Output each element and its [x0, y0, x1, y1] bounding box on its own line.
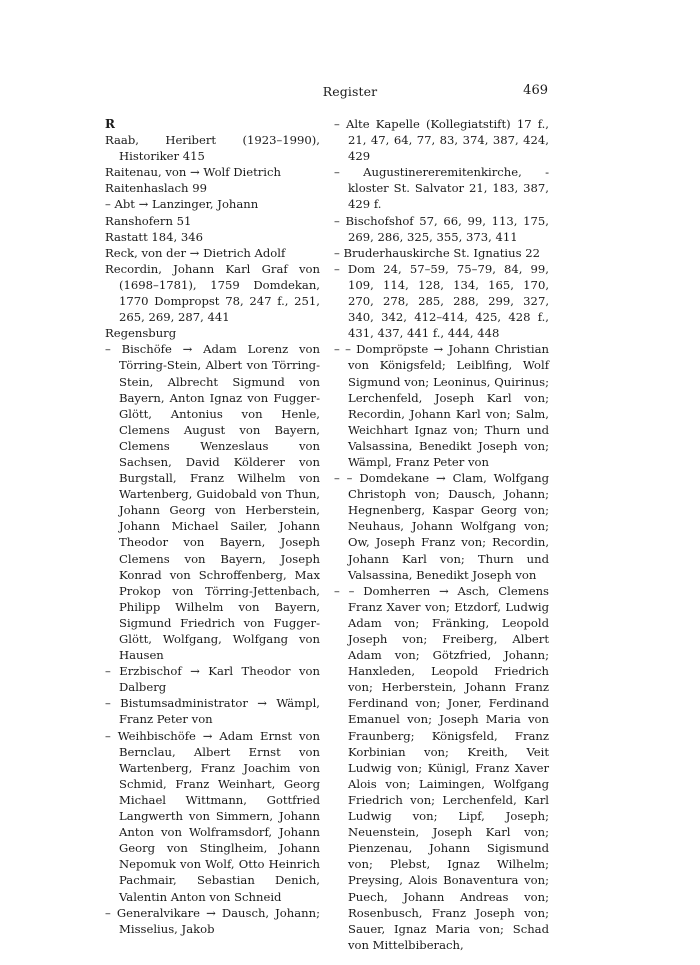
index-entry: Recordin, Johann Karl Graf von (1698–1781), 1759 Domdekan, 1770 Dompropst 78, 247 f., 251, 265, 269, 287, 441: [105, 261, 320, 325]
index-subentry: – Bistumsadministrator → Wämpl, Franz Peter von: [105, 696, 320, 727]
index-subentry: – Weihbischöfe → Adam Ernst von Bernclau, Albert Ernst von Wartenberg, Franz Joachim von Schmid, Franz Weinhart, Georg Michael Wittmann, Gottfried Langwerth von Simmern, Johann Anton von Wolframsdorf, Johann Georg von Stinglheim, Johann Nepomuk von Wolf, Otto Heinrich Pachmair, Sebastian Denich, Valentin Anton von Schneid: [105, 728, 320, 904]
index-entry: Raitenau, von → Wolf Dietrich: [105, 165, 281, 180]
index-entry: Rastatt 184, 346: [105, 229, 204, 244]
index-entry: Reck, von der → Dietrich Adolf: [105, 245, 286, 260]
index-entry: Raab, Heribert (1923–1990), Historiker 415: [105, 133, 320, 164]
index-subentry: – – Domherren → Asch, Clemens Franz Xaver von; Etzdorf, Ludwig Adam von; Fränking, Leopold Joseph von; Freiberg, Albert Adam von; Götzfried, Johann; Hanxleden, Leopold Friedrich von; Herberstein, Johann Franz Ferdinand von; Joner, Ferdinand Emanuel von; Joseph Maria von Fraunberg; Königsfeld, Franz Korbinian von; Kreith, Veit Ludwig von; Künigl, Franz Xaver Alois von; Laimingen, Wolfgang Friedrich von; Lerchenfeld, Karl Ludwig von; Lipf, Joseph; Neuenstein, Joseph Karl von; Pienzenau, Johann Sigismund von; Plebst, Ignaz Wilhelm; Preysing, Alois Bonaventura von; Puech, Johann Andreas von; Rosenbusch, Franz Joseph von; Sauer, Ignaz Maria von; Schad von Mittelbiberach,: [334, 583, 549, 952]
section-letter: R: [105, 117, 115, 131]
index-subentry: – – Dompröpste → Johann Christian von Königsfeld; Leiblfing, Wolf Sigmund von; Leoninus, Quirinus; Lerchenfeld, Joseph Karl von; Recordin, Johann Karl von; Salm, Weichhart Ignaz von; Thurn und Valsassina, Benedikt Joseph von; Wämpl, Franz Peter von: [334, 342, 549, 469]
index-subentry: – – Domdekane → Clam, Wolfgang Christoph von; Dausch, Johann; Hegnenberg, Kaspar Georg von; Neuhaus, Johann Wolfgang von; Ow, Joseph Franz von; Recordin, Johann Karl von; Thurn und Valsassina, Benedikt Joseph von: [334, 471, 549, 582]
index-subentry: – Bischöfe → Adam Lorenz von Törring-Stein, Albert von Törring-Stein, Albrecht Sigmund von Bayern, Anton Ignaz von Fugger-Glött, Antonius von Henle, Clemens August von Bayern, Clemens Wenzeslaus von Sachsen, David Kölderer von Burgstall, Franz Wilhelm von Wartenberg, Guidobald von Thun, Johann Georg von Herberstein, Johann Michael Sailer, Johann Theodor von Bayern, Joseph Clemens von Bayern, Joseph Konrad von Schroffenberg, Max Prokop von Törring-Jettenbach, Philipp Wilhelm von Bayern, Sigmund Friedrich von Fugger-Glött, Wolfgang, Wolfgang von Hausen: [105, 342, 320, 663]
index-entry: Ranshofern 51: [105, 213, 192, 228]
index-subentry: – Generalvikare → Dausch, Johann; Misselius, Jakob: [105, 905, 320, 936]
page-number: 469: [523, 83, 548, 98]
index-entry: Raitenhaslach 99: [105, 181, 207, 196]
index-subentry: – Bischofshof 57, 66, 99, 113, 175, 269, 286, 325, 355, 373, 411: [334, 213, 549, 244]
index-subentry: – Alte Kapelle (Kollegiatstift) 17 f., 21, 47, 64, 77, 83, 374, 387, 424, 429: [334, 117, 549, 164]
index-subentry: – Erzbischof → Karl Theodor von Dalberg: [105, 664, 320, 695]
index-column-right: [334, 116, 549, 953]
index-subentry: – Augustinereremitenkirche, -kloster St. Salvator 21, 183, 387, 429 f.: [334, 165, 549, 212]
index-subentry: – Bruderhauskirche St. Ignatius 22: [334, 245, 540, 260]
index-subentry: – Dom 24, 57–59, 75–79, 84, 99, 109, 114, 128, 134, 165, 170, 270, 278, 285, 288, 299, 327, 340, 342, 412–414, 425, 428 f., 431, 437, 441 f., 444, 448: [334, 261, 549, 341]
index-column-left: [105, 116, 320, 937]
index-entry: Regensburg: [105, 326, 177, 341]
index-subentry: – Abt → Lanzinger, Johann: [105, 197, 259, 212]
running-header-title: Register: [322, 84, 378, 99]
